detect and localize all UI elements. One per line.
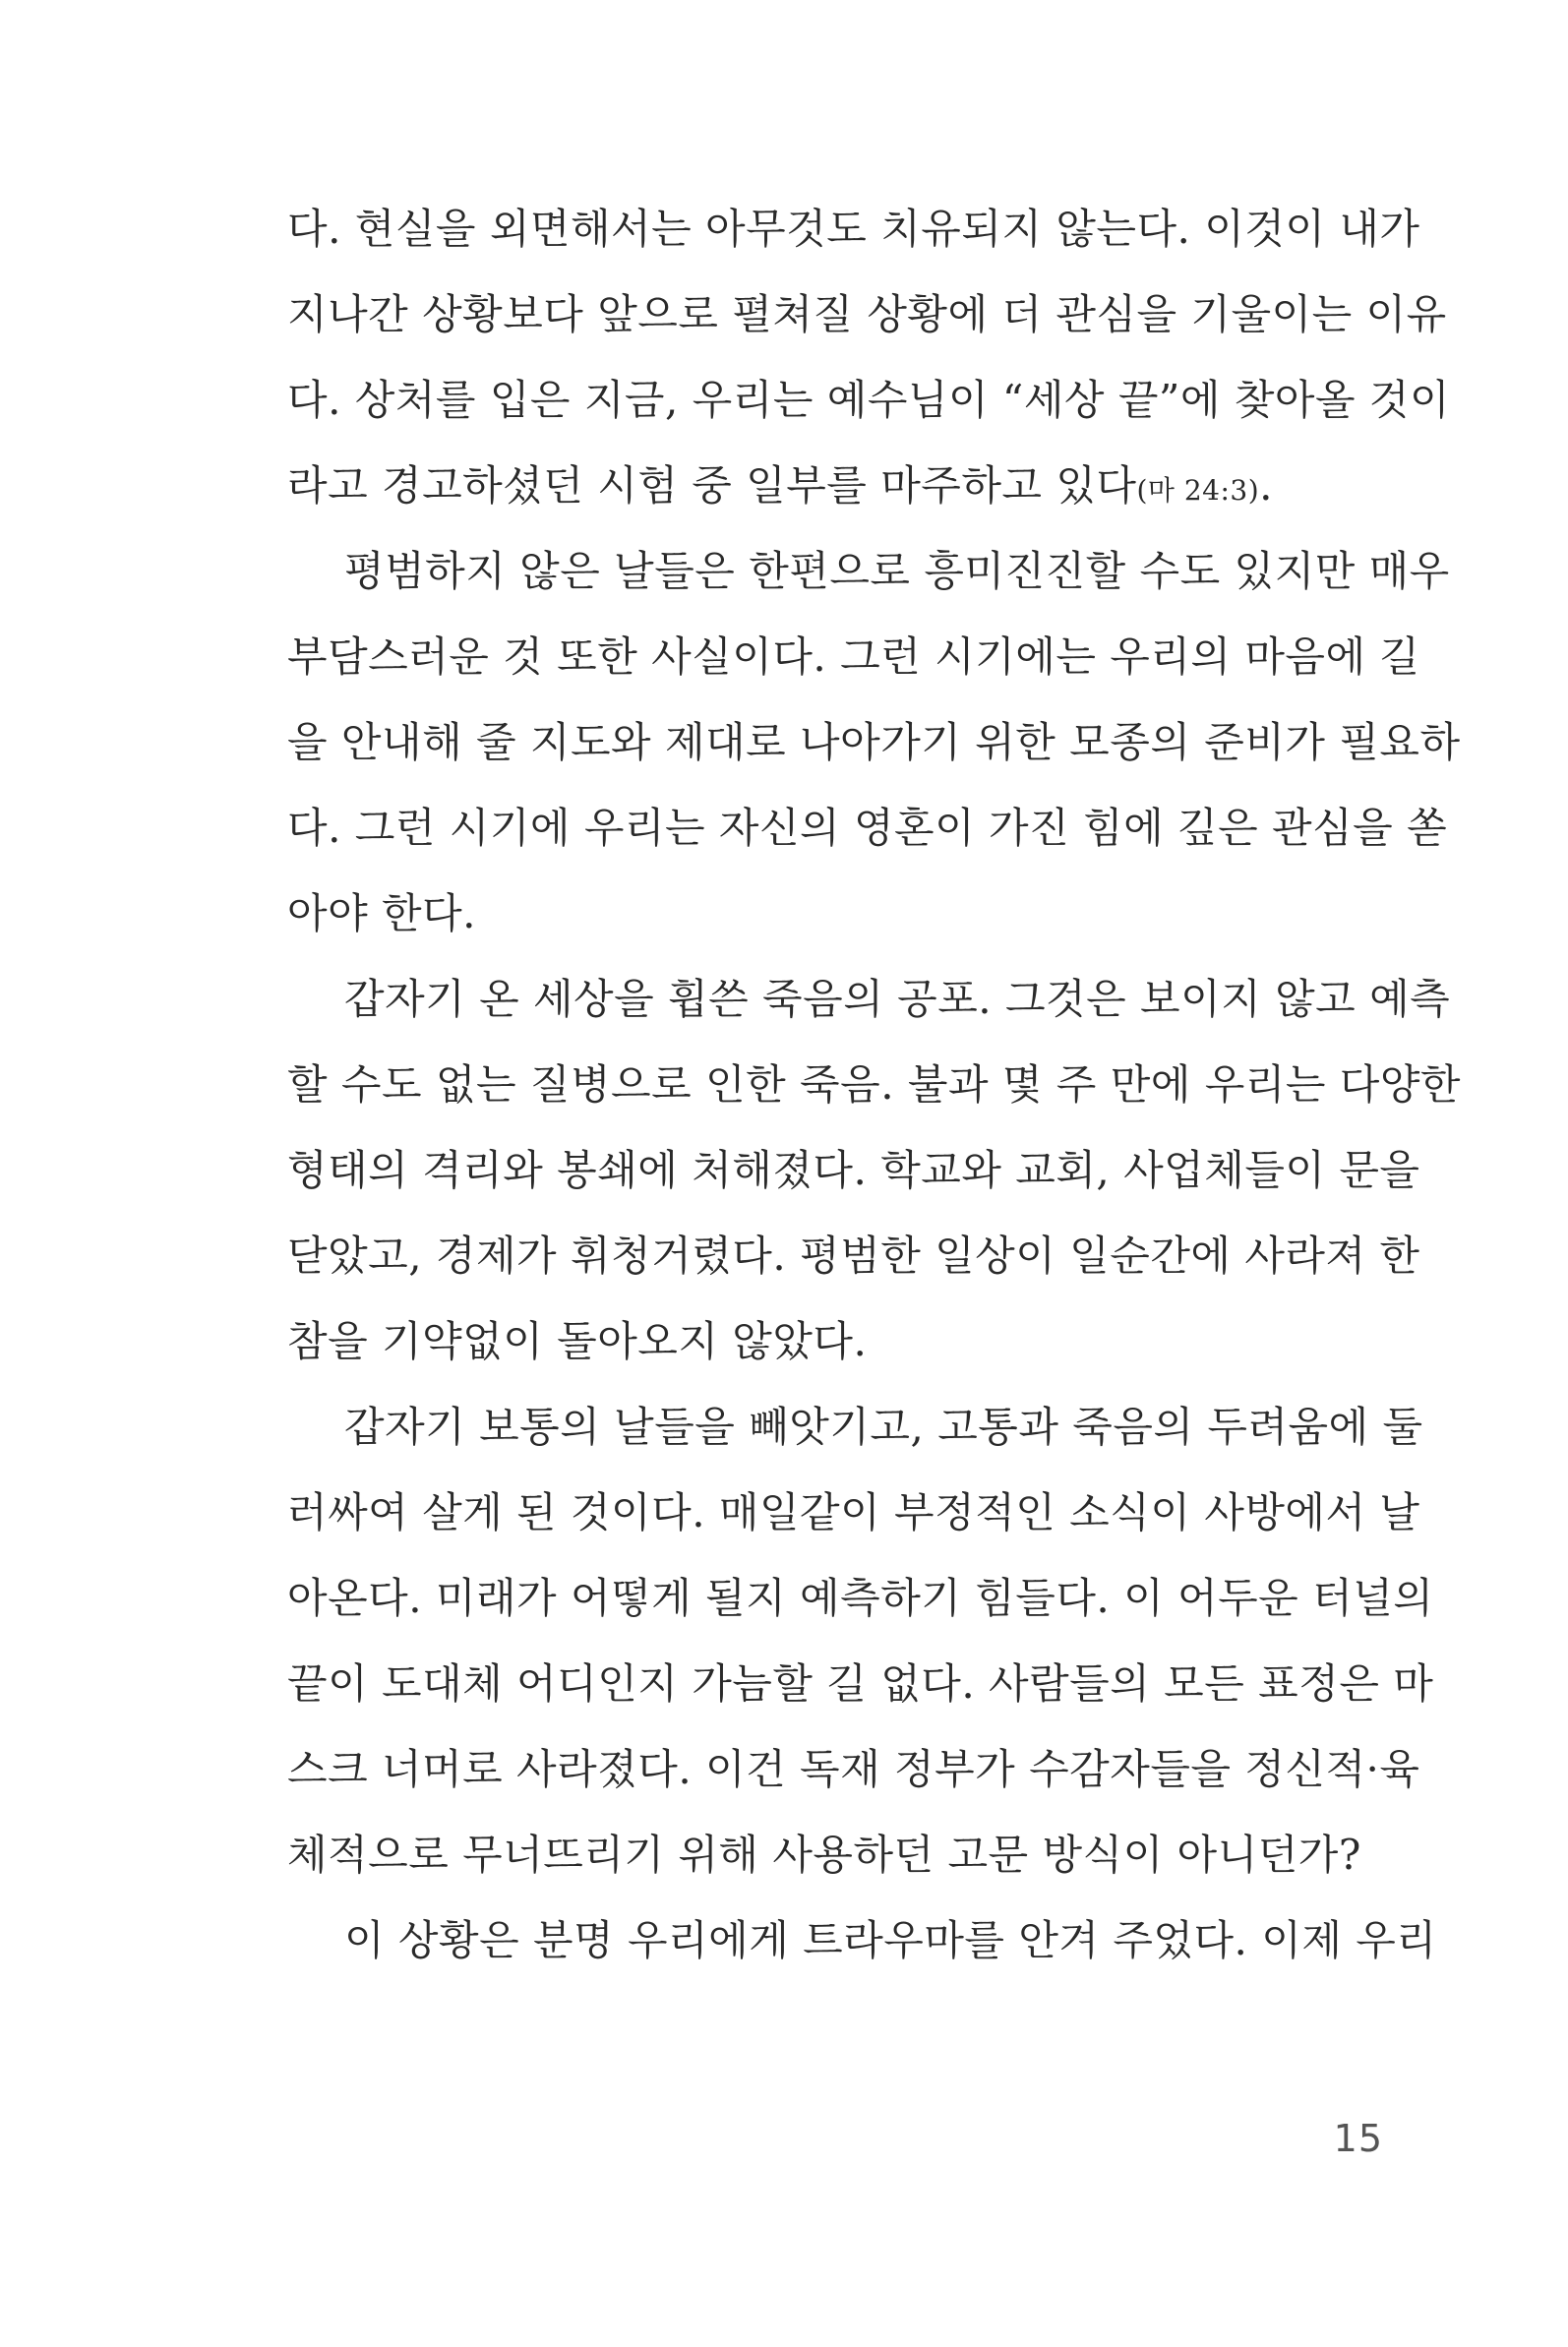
scripture-reference: (마 24:3) — [1136, 474, 1260, 507]
page-number: 15 — [1333, 2117, 1383, 2160]
paragraph-first-line: 평범하지 않은 날들은 한편으로 흥미진진할 수도 있지만 매우 — [344, 547, 1450, 595]
text-line: 스크 너머로 사라졌다. 이건 독재 정부가 수감자들을 정신적·육 — [287, 1745, 1420, 1793]
text-line: 끝이 도대체 어디인지 가늠할 길 없다. 사람들의 모든 표정은 마 — [287, 1659, 1434, 1708]
text-line: 을 안내해 줄 지도와 제대로 나아가기 위한 모종의 준비가 필요하 — [287, 718, 1461, 766]
text-line: 체적으로 무너뜨리기 위해 사용하던 고문 방식이 아니던가? — [287, 1831, 1361, 1879]
text-line: 부담스러운 것 또한 사실이다. 그런 시기에는 우리의 마음에 길 — [287, 632, 1420, 681]
text-line: 닫았고, 경제가 휘청거렸다. 평범한 일상이 일순간에 사라져 한 — [287, 1232, 1420, 1280]
text-line: 다. 그런 시기에 우리는 자신의 영혼이 가진 힘에 깊은 관심을 쏟 — [287, 804, 1448, 852]
text-line-with-reference — [287, 456, 1389, 520]
text-line: 다. 현실을 외면해서는 아무것도 치유되지 않는다. 이것이 내가 — [287, 205, 1420, 253]
sentence-period: . — [1259, 461, 1274, 510]
text-line: 형태의 격리와 봉쇄에 처해졌다. 학교와 교회, 사업체들이 문을 — [287, 1146, 1420, 1194]
paragraph-first-line: 갑자기 보통의 날들을 빼앗기고, 고통과 죽음의 두려움에 둘 — [344, 1403, 1423, 1451]
paragraph-first-line: 갑자기 온 세상을 휩쓴 죽음의 공포. 그것은 보이지 않고 예측 — [344, 975, 1451, 1023]
paragraph-first-line: 이 상황은 분명 우리에게 트라우마를 안겨 주었다. 이제 우리 — [344, 1916, 1437, 1964]
text-line: 아온다. 미래가 어떻게 될지 예측하기 힘들다. 이 어두운 터널의 — [287, 1574, 1434, 1622]
text-line: 지나간 상황보다 앞으로 펼쳐질 상황에 더 관심을 기울이는 이유 — [287, 290, 1447, 338]
text-line: 러싸여 살게 된 것이다. 매일같이 부정적인 소식이 사방에서 날 — [287, 1488, 1420, 1536]
text-line: 아야 한다. — [287, 889, 476, 937]
text-line: 참을 기약없이 돌아오지 않았다. — [287, 1317, 868, 1365]
text-line: 라고 경고하셨던 시험 중 일부를 마주하고 있다 — [287, 461, 1137, 510]
text-line: 할 수도 없는 질병으로 인한 죽음. 불과 몇 주 만에 우리는 다양한 — [287, 1060, 1462, 1109]
text-line: 다. 상처를 입은 지금, 우리는 예수님이 “세상 끝”에 찾아올 것이 — [287, 376, 1451, 424]
